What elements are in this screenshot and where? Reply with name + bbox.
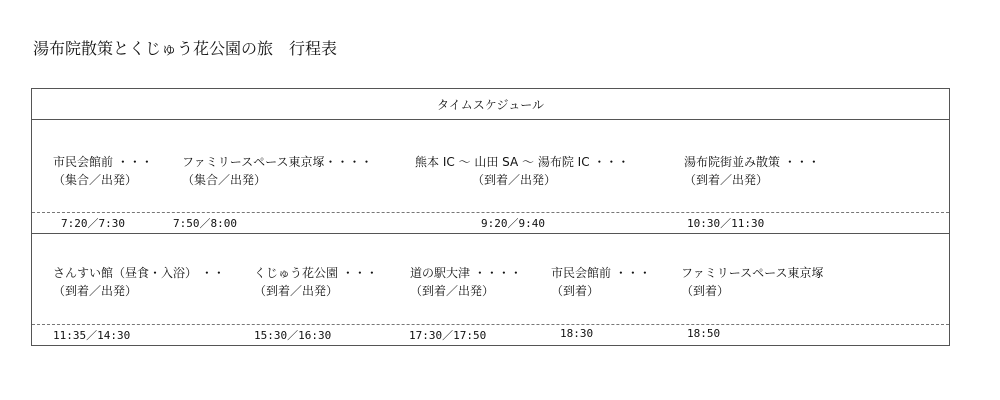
table-header-label: タイムスケジュール: [436, 98, 545, 112]
table-header: [32, 89, 949, 120]
stop-sansuikan: [53, 264, 225, 300]
stop-note: （集合／出発）: [53, 173, 138, 187]
stop-note: （到着／出発）: [53, 284, 138, 298]
stop-name: 湯布院街並み散策 ・・・: [684, 155, 820, 169]
row1-divider: [32, 212, 949, 213]
time-7: 17:30／17:50: [409, 329, 487, 342]
time-4: 10:30／11:30: [687, 217, 765, 230]
time-2: 7:50／8:00: [173, 217, 237, 230]
stop-note: （到着）: [551, 284, 600, 298]
stop-family-space-depart: [182, 153, 373, 189]
stop-note: （到着／出発）: [410, 284, 495, 298]
stop-name: さんすい館（昼食・入浴） ・・: [53, 266, 225, 280]
stop-note: （到着）: [681, 284, 730, 298]
time-1: 7:20／7:30: [61, 217, 125, 230]
time-3: 9:20／9:40: [481, 217, 545, 230]
stop-note: （到着／出発）: [684, 173, 769, 187]
stop-family-space-arrive: [681, 264, 824, 300]
stop-name: 熊本 IC ～ 山田 SA ～ 湯布院 IC ・・・: [415, 155, 630, 169]
stop-shimin-kaikan-depart: [53, 153, 153, 189]
stop-name: 道の駅大津 ・・・・: [410, 266, 522, 280]
stop-name: ファミリースペース東京塚・・・・: [182, 155, 373, 169]
stop-kuju-hana-koen: [254, 264, 378, 300]
row-separator: [32, 233, 949, 234]
stop-note: （到着／出発）: [254, 284, 339, 298]
row2-divider: [32, 324, 949, 325]
time-6: 15:30／16:30: [254, 329, 332, 342]
stop-note: （到着／出発）: [472, 173, 557, 187]
stop-note: （集合／出発）: [182, 173, 267, 187]
time-9: 18:50: [687, 327, 721, 340]
stop-shimin-kaikan-arrive: [551, 264, 651, 300]
schedule-table: [31, 88, 950, 346]
stop-name: くじゅう花公園 ・・・: [254, 266, 378, 280]
stop-name: 市民会館前 ・・・: [53, 155, 153, 169]
stop-michinoeki-ozu: [410, 264, 522, 300]
time-5: 11:35／14:30: [53, 329, 131, 342]
time-8: 18:30: [560, 327, 594, 340]
page-title: 湯布院散策とくじゅう花公園の旅 行程表: [33, 39, 338, 58]
stop-name: 市民会館前 ・・・: [551, 266, 651, 280]
stop-kumamoto-ic-yufuin-ic: [415, 153, 629, 189]
stop-name: ファミリースペース東京塚: [681, 266, 824, 280]
stop-yufuin-walk: [684, 153, 820, 189]
